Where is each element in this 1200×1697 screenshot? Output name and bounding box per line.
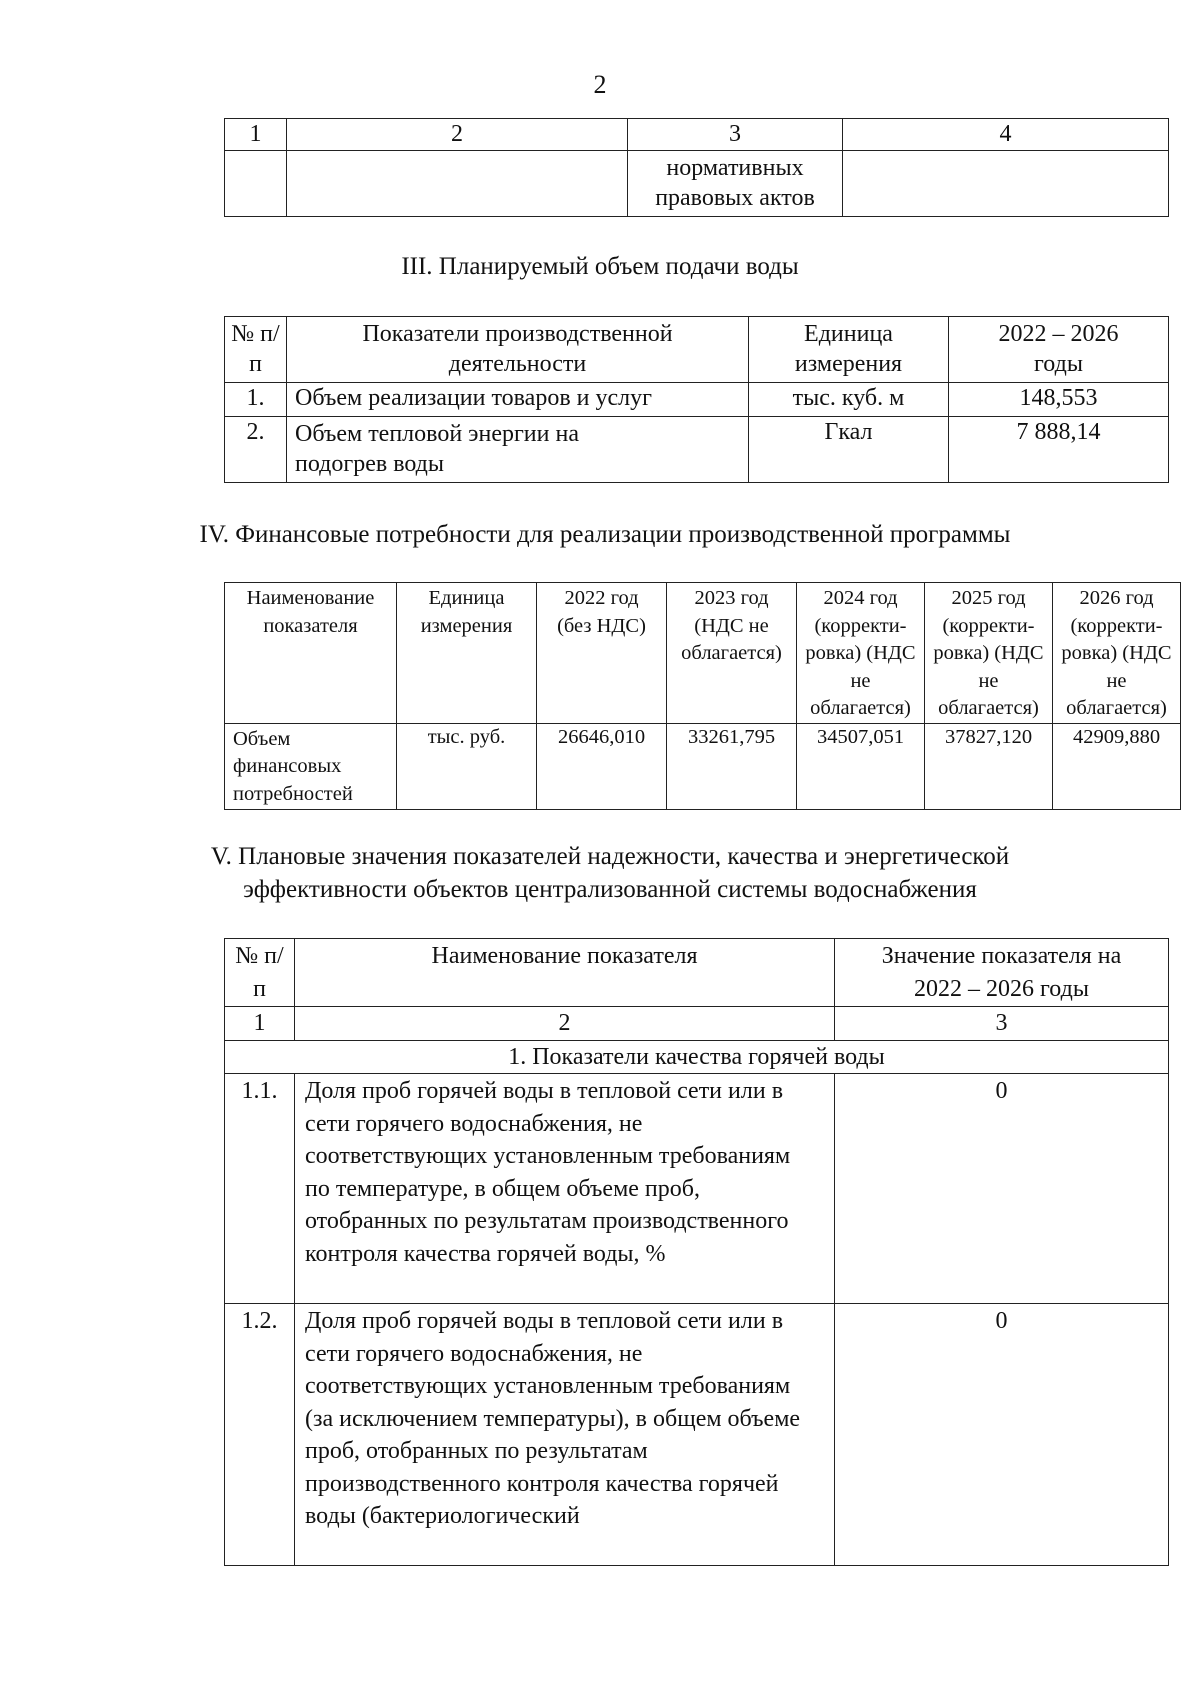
page-number: 2 (593, 70, 607, 99)
header-2026: 2026 год (корректи-ровка) (НДС не облагается) (1053, 583, 1181, 724)
section-4-title: IV. Финансовые потребности для реализации производственной программы (199, 521, 1011, 548)
col-number-3: 3 (835, 1007, 1169, 1041)
row-value-2023: 33261,795 (667, 723, 797, 809)
table-row (225, 151, 1169, 217)
header-number: № п/п (225, 317, 287, 383)
row-value-2025: 37827,120 (925, 723, 1053, 809)
row-indicator-name: Доля проб горячей воды в тепловой сети или в сети горячего водоснабжения, не соответствующих установленным требованиям (за исключением температуры), в общем объеме проб, отобранных по результатам производственного контроля качества горячей воды (бактериологический (295, 1304, 835, 1566)
header-2023: 2023 год (НДС не облагается) (667, 583, 797, 724)
row-unit: тыс. руб. (397, 723, 537, 809)
row-value: 7 888,14 (949, 417, 1169, 483)
row-value-2026: 42909,880 (1053, 723, 1181, 809)
table-header-row (225, 939, 1169, 1007)
section-5-title-line-1: V. Плановые значения показателей надежности, качества и энергетической (210, 843, 1010, 870)
table-header-row (225, 119, 1169, 151)
table-row (225, 1074, 1169, 1304)
header-unit: Единица измерения (397, 583, 537, 724)
table-row (225, 723, 1181, 809)
column-number-row (225, 1007, 1169, 1041)
row-indicator-value: 0 (835, 1074, 1169, 1304)
header-2024: 2024 год (корректи-ровка) (НДС не облагается) (797, 583, 925, 724)
table-row (225, 383, 1169, 417)
row-indicator: Объем реализации товаров и услуг (287, 383, 749, 417)
table-cell: нормативных правовых актов (628, 151, 843, 217)
table-row (225, 417, 1169, 483)
section-5-title-line-2: эффективности объектов централизованной системы водоснабжения (243, 876, 977, 903)
row-unit: тыс. куб. м (749, 383, 949, 417)
header-2022: 2022 год (без НДС) (537, 583, 667, 724)
table-cell (225, 151, 287, 217)
row-value-2024: 34507,051 (797, 723, 925, 809)
col-number-4: 4 (843, 119, 1169, 151)
col-number-2: 2 (287, 119, 628, 151)
table-cell (843, 151, 1169, 217)
row-number: 1.2. (225, 1304, 295, 1566)
header-number: № п/п (225, 939, 295, 1007)
col-number-1: 1 (225, 1007, 295, 1041)
row-indicator: Объем тепловой энергии на подогрев воды (287, 417, 749, 483)
group-row (225, 1040, 1169, 1074)
table-header-row (225, 583, 1181, 724)
row-value: 148,553 (949, 383, 1169, 417)
col-number-1: 1 (225, 119, 287, 151)
water-supply-table (224, 316, 1169, 483)
table-header-row (225, 317, 1169, 383)
header-indicator: Показатели производственной деятельности (287, 317, 749, 383)
top-continuation-table (224, 118, 1169, 217)
header-unit: Единица измерения (749, 317, 949, 383)
header-indicator-name: Наименование показателя (225, 583, 397, 724)
row-indicator-value: 0 (835, 1304, 1169, 1566)
header-period: 2022 – 2026 годы (949, 317, 1169, 383)
col-number-3: 3 (628, 119, 843, 151)
header-indicator-name: Наименование показателя (295, 939, 835, 1007)
row-number: 1. (225, 383, 287, 417)
row-number: 1.1. (225, 1074, 295, 1304)
section-3-title: III. Планируемый объем подачи воды (401, 253, 799, 280)
financial-needs-table (224, 582, 1181, 810)
header-indicator-value: Значение показателя на 2022 – 2026 годы (835, 939, 1169, 1007)
group-title: 1. Показатели качества горячей воды (225, 1040, 1169, 1074)
row-number: 2. (225, 417, 287, 483)
header-2025: 2025 год (корректи-ровка) (НДС не облагается) (925, 583, 1053, 724)
row-value-2022: 26646,010 (537, 723, 667, 809)
row-unit: Гкал (749, 417, 949, 483)
row-indicator-name: Доля проб горячей воды в тепловой сети или в сети горячего водоснабжения, не соответствующих установленным требованиям по температуре, в общем объеме проб, отобранных по результатам производственного контроля качества горячей воды, % (295, 1074, 835, 1304)
table-row (225, 1304, 1169, 1566)
reliability-indicators-table (224, 938, 1169, 1566)
table-cell (287, 151, 628, 217)
row-indicator-name: Объем финансовых потребностей (225, 723, 397, 809)
col-number-2: 2 (295, 1007, 835, 1041)
